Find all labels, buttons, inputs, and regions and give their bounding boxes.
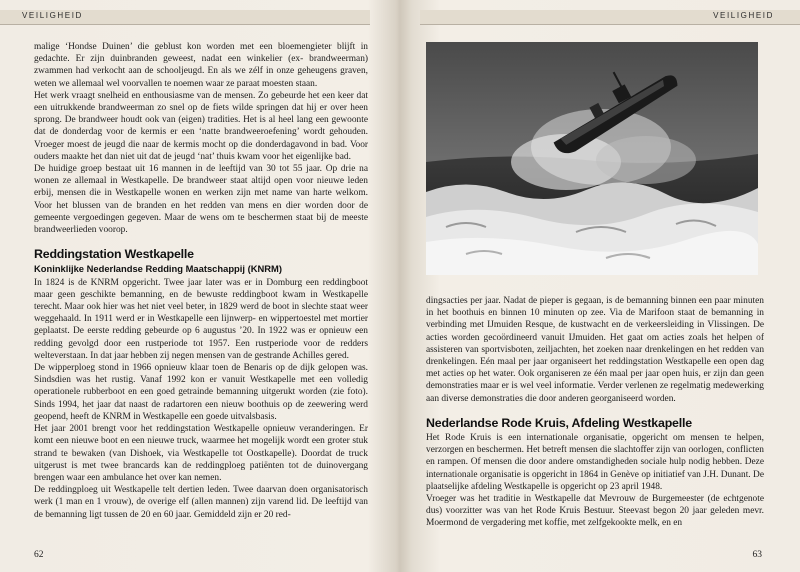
left-text-column [34, 41, 368, 521]
right-page [400, 0, 800, 572]
section-heading: Nederlandse Rode Kruis, Afdeling Westkapelle [426, 415, 692, 430]
lifeboat-in-surf-image [426, 42, 758, 275]
page-number: 62 [34, 550, 44, 560]
paragraph: De reddingploeg uit Westkapelle telt dertien leden. Twee daarvan doen organisatorisch werk (1 man en 1 vrouw), de overige elf (allen mannen) zijn varend lid. De leeftijd van de bemanning ligt tussen de 20 en 60 jaar. Gemiddeld zijn er 20 red- [34, 485, 368, 520]
page-number: 63 [752, 550, 762, 560]
paragraph: Het Rode Kruis is een internationale organisatie, opgericht om mensen te helpen, verzorgen en beschermen. Het betreft mensen die slachtoffer zijn van oorlogen, conflicten en rampen. Of mensen die door andere omstandigheden sociale hulp nodig hebben. Deze internationale organisatie is opgericht in 1864 in Genève op initiatief van J.H. Dunant. De plaatselijke afdeling Westkapelle is opgericht op 23 april 1948. [426, 433, 764, 492]
paragraph: De wipperploeg stond in 1966 opnieuw klaar toen de Benaris op de dijk gelopen was. Sindsdien was het rustig. Vanaf 1992 kon er vanuit Westkapelle met een volledig operationele rubberboot en een goed getrainde bemanning uitgerukt worden (zie foto). Sinds 1994, het jaar dat naast de radartoren een nieuw boothuis op de zeewering werd geopend, heeft de KNRM in Westkapelle een goede uitvalsbasis. [34, 363, 368, 422]
lifeboat-photo [426, 42, 758, 275]
paragraph: Het jaar 2001 brengt voor het reddingstation Westkapelle opnieuw veranderingen. Er komt een nieuwe boot en een nieuwe truck, waarmee het mogelijk wordt een groter stuk strand te bewaken (van Dishoek, via Westkapelle tot Oostkapelle). Doordat de truck uitgerust is met twee brancards kan de reddingploeg patiënten tot de duinovergang brengen waar een ambulance het over kan nemen. [34, 424, 368, 483]
running-head: VEILIGHEID [713, 11, 774, 20]
paragraph: De huidige groep bestaat uit 16 mannen in de leeftijd van 30 tot 55 jaar. Op drie na wonen ze allemaal in Westkapelle. De brandweer staat altijd open voor nieuwe leden erbij, mensen die in Westkapelle wonen en werken zijn met name van harte welkom. Voor het blussen van de branden en het redden van mens en dier worden door de gemeente vergoedingen gegeven. Maar de wens om te beschermen staat bij de meeste brandweerlieden voorop. [34, 164, 368, 236]
running-head: VEILIGHEID [22, 11, 83, 20]
paragraph: malige ‘Hondse Duinen’ die geblust kon worden met een bloemengieter blijft in gedachte. Er zijn duinbranden geweest, nadat een winkelier (ex- brandweerman) zwammen had verkocht aan de schooljeugd. En als we zélf in onze geheugens graven, weten we allemaal wel voorvallen te noemen waar ze paraat moesten staan. [34, 42, 368, 89]
sub-heading: Koninklijke Nederlandse Redding Maatschappij (KNRM) [34, 263, 282, 275]
right-text-column [426, 295, 764, 530]
paragraph: dingsacties per jaar. Nadat de pieper is gegaan, is de bemanning binnen een paar minuten in het boothuis en binnen 10 minuten op zee. Via de Marifoon staat de bemanning in verbinding met IJmuiden Resque, de kustwacht en de verkeersleiding in Vlissingen. De acties worden gecoördineerd vanuit IJmuiden. Het gaat om acties zoals het helpen of assisteren van sportvisboten, zeiljachten, het zoeken naar drenkelingen en het redden van drenkelingen. Eén maal per jaar organiseert het reddingstation Westkapelle een open dag met acties op het water. Ook organiseren ze één maal per jaar open huis, er zijn dan geen demonstraties maar er is wel veel informatie. Verder verlenen ze regelmatig medewerking aan diverse demonstraties die door anderen georganiseerd worden. [426, 296, 764, 404]
paragraph: Vroeger was het traditie in Westkapelle dat Mevrouw de Burgemeester (de echtgenote dus) voorzitter was van het Rode Kruis Bestuur. Steevast begon 20 jaar geleden mevr. Moermond de vergadering met koffie, met zelfgekookte melk, en en [426, 494, 764, 529]
section-heading: Reddingstation Westkapelle [34, 247, 194, 262]
paragraph: In 1824 is de KNRM opgericht. Twee jaar later was er in Domburg een reddingboot maar geen geschikte bemanning, en de bewuste reddingboot kwam in Westkapelle terecht. Maar ook hier was het niet veel beter, in 1829 werd de boot in slechte staat weer weggehaald. In 1911 werd er in Westkapelle een lijnwerp- en wippertoestel met mortier geplaatst. De eerste redding gebeurde op 6 augustus ’20. In 1922 was er opnieuw een redding gevolgd door een rustperiode tot 1957. Een rustperiode voor de redders welteverstaan. In dat jaar hebben zij negen mensen van de gestrande Achilles gered. [34, 277, 368, 361]
paragraph: Het werk vraagt snelheid en enthousiasme van de mensen. Zo gebeurde het een keer dat een uitrukkende brandweerman zo snel op de fiets wilde springen dat hij er over heen sprong. De brandweer houdt ook van (eigen) tradities. Het is al heel lang een gewoonte dat de donderdag voor de kermis er een ‘natte brandweeroefening’ wordt gehouden. Vroeger moest de jeugd die naar de kermis mocht op die donderdagavond in bad. Voor ouders maakte het dan niet uit dat de jeugd ‘nat’ thuis kwam voor het eigenlijke bad. [34, 90, 368, 162]
